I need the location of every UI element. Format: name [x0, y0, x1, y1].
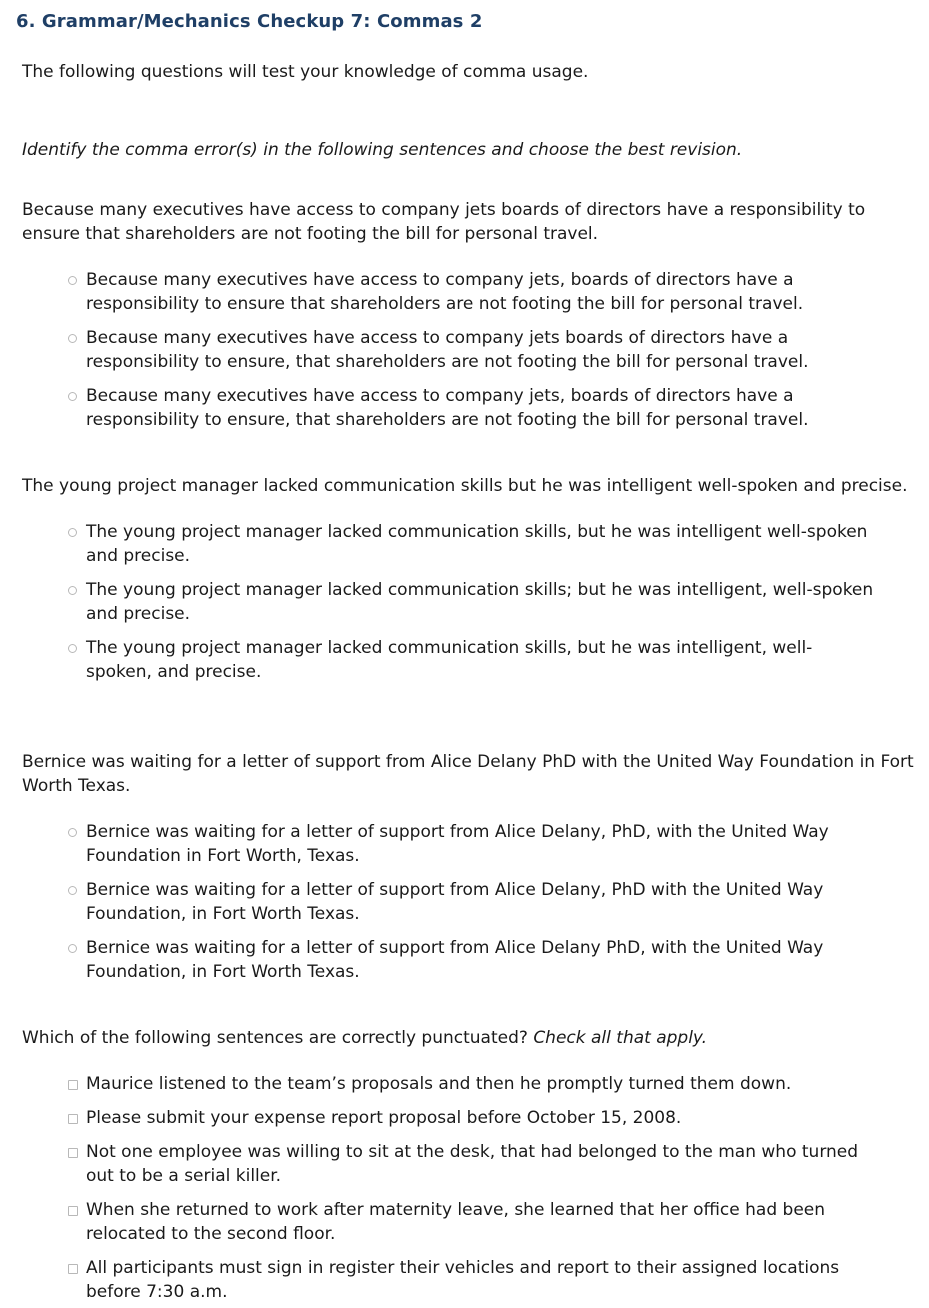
- answer-choices: [22, 268, 922, 432]
- answer-choice-label: Bernice was waiting for a letter of support from Alice Delany, PhD with the United Way Foundation, in Fort Worth Texas.: [86, 880, 824, 924]
- answer-choice[interactable]: [22, 878, 876, 926]
- answer-choice-label: Because many executives have access to company jets, boards of directors have a responsibility to ensure that shareholders are not footing the bill for personal travel.: [86, 270, 804, 314]
- question-3: [22, 750, 922, 984]
- answer-choice[interactable]: [22, 1140, 876, 1188]
- answer-choices: [22, 1072, 922, 1304]
- answer-choice[interactable]: [22, 384, 876, 432]
- checkbox[interactable]: [68, 1148, 78, 1158]
- answer-choice[interactable]: [22, 1072, 876, 1096]
- answer-choice-label: Bernice was waiting for a letter of support from Alice Delany PhD, with the United Way Foundation, in Fort Worth Texas.: [86, 938, 824, 982]
- question-2: [22, 474, 922, 684]
- question-prompt: [22, 1026, 922, 1050]
- answer-choices: [22, 520, 922, 684]
- answer-choice[interactable]: [22, 1198, 876, 1246]
- question-1: [22, 198, 922, 432]
- radio-button[interactable]: [68, 944, 77, 953]
- checkbox[interactable]: [68, 1206, 78, 1216]
- checkbox[interactable]: [68, 1114, 78, 1124]
- radio-button[interactable]: [68, 586, 77, 595]
- answer-choice-label: Bernice was waiting for a letter of support from Alice Delany, PhD, with the United Way Foundation in Fort Worth, Texas.: [86, 822, 829, 866]
- answer-choice-label: Because many executives have access to company jets boards of directors have a responsibility to ensure, that shareholders are not footing the bill for personal travel.: [86, 328, 809, 372]
- answer-choice[interactable]: [22, 936, 876, 984]
- answer-choice[interactable]: [22, 520, 876, 568]
- question-prompt-text: Which of the following sentences are correctly punctuated?: [22, 1028, 528, 1048]
- question-prompt: The young project manager lacked communication skills but he was intelligent well-spoken and precise.: [22, 476, 908, 496]
- radio-button[interactable]: [68, 276, 77, 285]
- radio-button[interactable]: [68, 886, 77, 895]
- radio-button[interactable]: [68, 828, 77, 837]
- answer-choice[interactable]: [22, 1256, 876, 1304]
- answer-choice-label: All participants must sign in register their vehicles and report to their assigned locations before 7:30 a.m.: [86, 1258, 840, 1302]
- answer-choice-label: When she returned to work after maternity leave, she learned that her office had been relocated to the second floor.: [86, 1200, 826, 1244]
- answer-choices: [22, 820, 922, 984]
- page-title: 6. Grammar/Mechanics Checkup 7: Commas 2: [16, 11, 483, 32]
- answer-choice[interactable]: [22, 1106, 876, 1130]
- checkbox[interactable]: [68, 1264, 78, 1274]
- answer-choice[interactable]: [22, 636, 876, 684]
- question-prompt: Bernice was waiting for a letter of support from Alice Delany PhD with the United Way Foundation in Fort Worth Texas.: [22, 752, 914, 796]
- radio-button[interactable]: [68, 334, 77, 343]
- answer-choice-label: Maurice listened to the team’s proposals and then he promptly turned them down.: [86, 1074, 792, 1094]
- answer-choice-label: The young project manager lacked communication skills; but he was intelligent, well-spoken and precise.: [86, 580, 874, 624]
- radio-button[interactable]: [68, 644, 77, 653]
- answer-choice[interactable]: [22, 268, 876, 316]
- answer-choice[interactable]: [22, 578, 876, 626]
- radio-button[interactable]: [68, 528, 77, 537]
- radio-button[interactable]: [68, 392, 77, 401]
- answer-choice[interactable]: [22, 326, 876, 374]
- answer-choice[interactable]: [22, 820, 876, 868]
- answer-choice-label: Please submit your expense report proposal before October 15, 2008.: [86, 1108, 682, 1128]
- answer-choice-label: The young project manager lacked communication skills, but he was intelligent, well-spoken, and precise.: [86, 638, 813, 682]
- checkbox[interactable]: [68, 1080, 78, 1090]
- answer-choice-label: The young project manager lacked communication skills, but he was intelligent well-spoken and precise.: [86, 522, 868, 566]
- question-4: [22, 1026, 922, 1304]
- intro-text: The following questions will test your knowledge of comma usage.: [22, 62, 589, 82]
- answer-choice-label: Not one employee was willing to sit at the desk, that had belonged to the man who turned out to be a serial killer.: [86, 1142, 859, 1186]
- answer-choice-label: Because many executives have access to company jets, boards of directors have a responsibility to ensure, that shareholders are not footing the bill for personal travel.: [86, 386, 809, 430]
- instructions-text: Identify the comma error(s) in the following sentences and choose the best revision.: [22, 140, 743, 160]
- question-prompt-emphasis: Check all that apply.: [533, 1028, 708, 1048]
- question-prompt: Because many executives have access to company jets boards of directors have a responsibility to ensure that shareholders are not footing the bill for personal travel.: [22, 200, 866, 244]
